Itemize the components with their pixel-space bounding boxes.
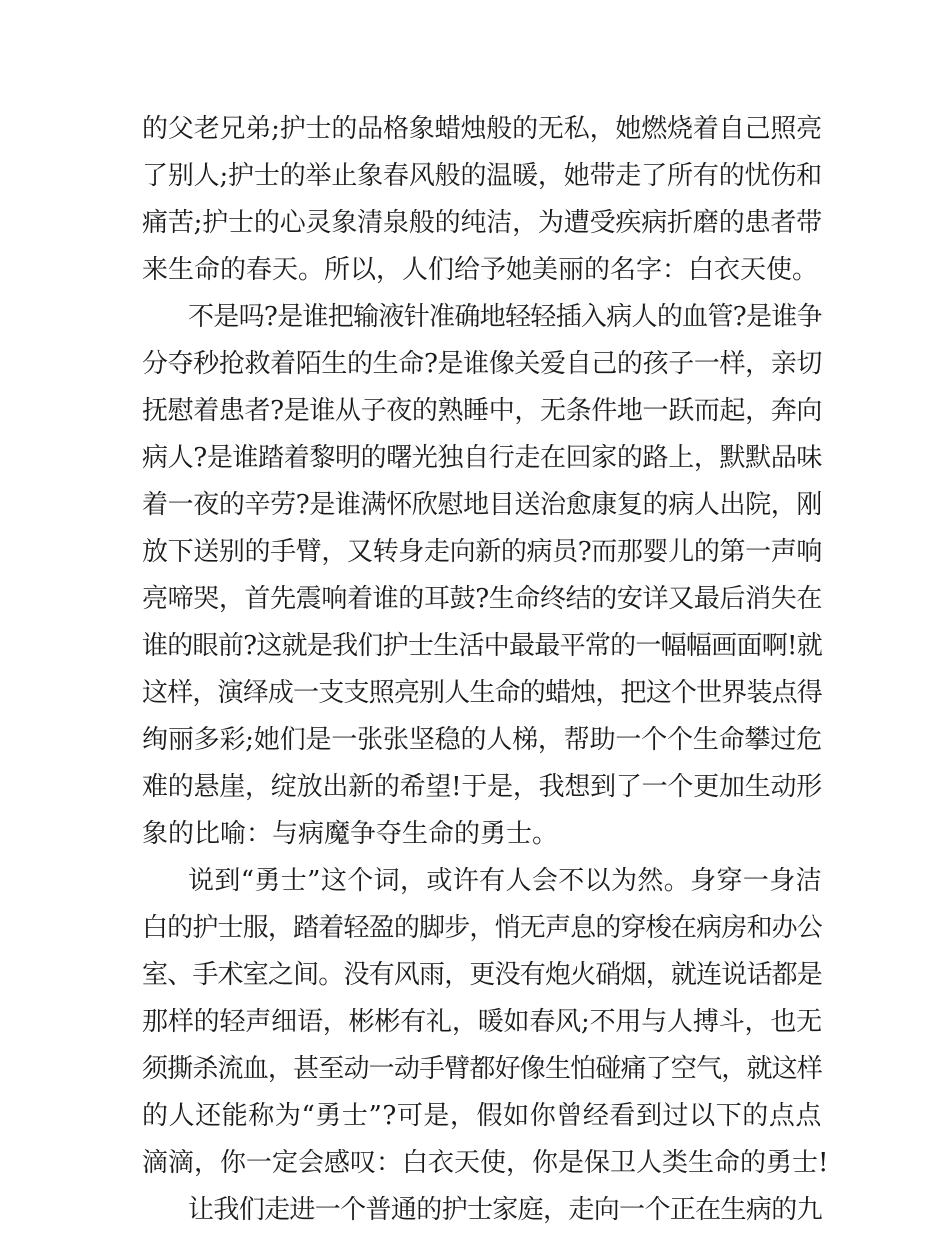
text-line: 室、手术室之间。没有风雨，更没有炮火硝烟，就连说话都是 (142, 960, 822, 990)
text-line: 滴滴，你一定会感叹：白衣天使，你是保卫人类生命的勇士! (142, 1148, 829, 1178)
text-line: 来生命的春天。所以，人们给予她美丽的名字：白衣天使。 (142, 255, 819, 285)
text-line: 痛苦;护士的心灵象清泉般的纯洁，为遭受疾病折磨的患者带 (142, 208, 822, 238)
text-line: 白的护士服，踏着轻盈的脚步，悄无声息的穿梭在病房和办公 (142, 913, 822, 943)
text-line: 了别人;护士的举止象春风般的温暖，她带走了所有的忧伤和 (142, 161, 822, 191)
text-line: 象的比喻：与病魔争夺生命的勇士。 (142, 819, 559, 849)
text-line: 着一夜的辛劳?是谁满怀欣慰地目送治愈康复的病人出院，刚 (142, 490, 822, 520)
text-line: 放下送别的手臂，又转身走向新的病员?而那婴儿的第一声响 (142, 537, 822, 567)
text-line: 这样，演绎成一支支照亮别人生命的蜡烛，把这个世界装点得 (142, 678, 822, 708)
text-line: 分夺秒抢救着陌生的生命?是谁像关爱自己的孩子一样，亲切 (142, 349, 822, 379)
text-line: 那样的轻声细语，彬彬有礼，暖如春风;不用与人搏斗，也无 (142, 1007, 822, 1037)
text-line: 难的悬崖，绽放出新的希望!于是，我想到了一个更加生动形 (142, 772, 822, 802)
text-line: 谁的眼前?这就是我们护士生活中最最平常的一幅幅画面啊!就 (142, 631, 823, 661)
text-line: 抚慰着患者?是谁从子夜的熟睡中，无条件地一跃而起，奔向 (142, 396, 822, 426)
text-line: 病人?是谁踏着黎明的曙光独自行走在回家的路上，默默品味 (142, 443, 822, 473)
text-line: 亮啼哭，首先震响着谁的耳鼓?生命终结的安详又最后消失在 (142, 584, 822, 614)
body-text (142, 106, 829, 1234)
text-line: 绚丽多彩;她们是一张张坚稳的人梯，帮助一个个生命攀过危 (142, 725, 822, 755)
text-line: 的人还能称为“勇士”?可是，假如你曾经看到过以下的点点 (142, 1101, 822, 1131)
paragraph-start-line: 说到“勇士”这个词，或许有人会不以为然。身穿一身洁 (188, 866, 822, 896)
paragraph-start-line: 让我们走进一个普通的护士家庭，走向一个正在生病的九 (188, 1195, 822, 1225)
text-line: 须撕杀流血，甚至动一动手臂都好像生怕碰痛了空气，就这样 (142, 1054, 822, 1084)
text-line: 的父老兄弟;护士的品格象蜡烛般的无私，她燃烧着自己照亮 (142, 114, 822, 144)
paragraph-start-line: 不是吗?是谁把输液针准确地轻轻插入病人的血管?是谁争 (188, 302, 822, 332)
